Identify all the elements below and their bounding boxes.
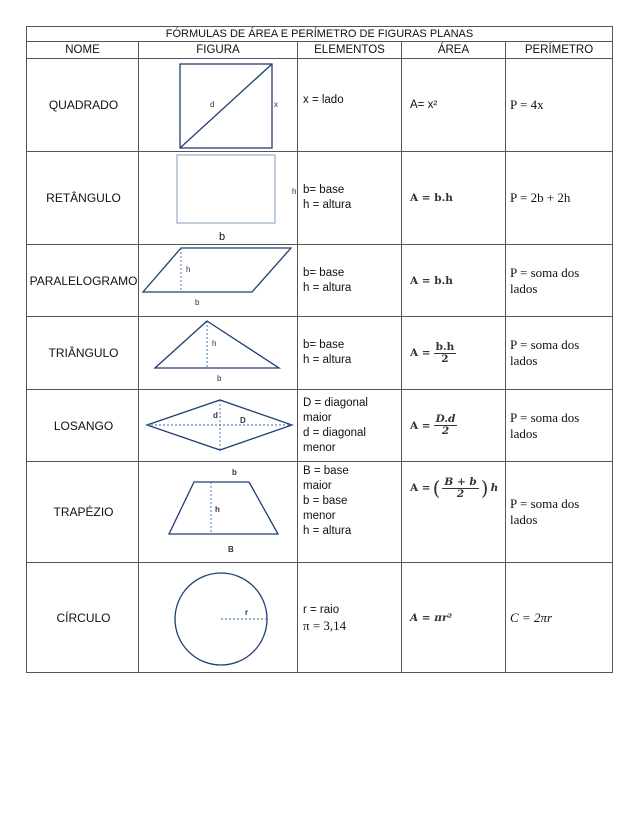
- element-line: r = raio: [303, 603, 340, 616]
- label-h: h: [212, 339, 217, 348]
- table-row: [27, 245, 613, 317]
- label-h: h: [215, 505, 220, 514]
- label-d: d: [213, 411, 218, 420]
- row-perimeter: [506, 59, 613, 152]
- row-area: [402, 245, 506, 317]
- label-b: b: [217, 374, 222, 383]
- area-formula: [410, 414, 457, 437]
- circle-figure: [139, 563, 298, 672]
- perimeter-line: P = 4x: [510, 97, 544, 112]
- row-elements: [298, 563, 402, 673]
- row-perimeter: [506, 462, 613, 563]
- area-denominator: 2: [456, 487, 465, 500]
- label-h: h: [186, 265, 191, 274]
- row-elements: [298, 245, 402, 317]
- element-line: π = 3,14: [303, 617, 347, 633]
- element-line: x = lado: [303, 94, 344, 106]
- element-line: maior: [303, 480, 332, 492]
- row-elements: [298, 390, 402, 462]
- row-name: PARALELOGRAMO: [27, 245, 139, 317]
- header-perimeter: PERÍMETRO: [506, 42, 613, 59]
- header-figure: FIGURA: [139, 42, 298, 59]
- row-perimeter: [506, 390, 613, 462]
- header-name: NOME: [27, 42, 139, 59]
- element-line: b = base: [303, 495, 348, 507]
- perimeter-line: P = soma dos: [510, 264, 580, 280]
- area-prefix: A =: [410, 482, 431, 494]
- row-area: [402, 390, 506, 462]
- perimeter-line: P = soma dos: [510, 409, 580, 425]
- label-d: d: [210, 100, 215, 109]
- area-fraction: [434, 414, 458, 437]
- row-elements: [298, 317, 402, 390]
- label-D: D: [240, 416, 246, 425]
- header-area: ÁREA: [402, 42, 506, 59]
- row-area: [402, 563, 506, 673]
- triangle-figure: [139, 317, 298, 389]
- element-line: b= base: [303, 266, 345, 279]
- label-b: b: [232, 468, 237, 477]
- perimeter-line: P = 2b + 2h: [510, 190, 571, 205]
- area-formula: A= x²: [410, 99, 438, 111]
- perimeter-line: P = soma dos: [510, 496, 580, 511]
- table-row: [27, 59, 613, 152]
- table-title: FÓRMULAS DE ÁREA E PERÍMETRO DE FIGURAS PLANAS: [27, 27, 613, 42]
- table-row: [27, 462, 613, 563]
- triangle-shape: [155, 321, 279, 368]
- table-row: [27, 563, 613, 673]
- header-elements: ELEMENTOS: [298, 42, 402, 59]
- table-row: [27, 152, 613, 245]
- row-name: RETÂNGULO: [27, 152, 139, 245]
- area-numerator: B + b: [444, 475, 477, 488]
- area-formula: [410, 476, 498, 500]
- area-denominator: 2: [441, 352, 449, 365]
- element-line: b= base: [303, 339, 345, 351]
- area-formula: A = b.h: [410, 192, 453, 204]
- area-numerator: D.d: [435, 413, 456, 425]
- row-area: [402, 462, 506, 563]
- row-name: LOSANGO: [27, 390, 139, 462]
- parallelogram-figure: [139, 245, 298, 316]
- area-fraction: [442, 477, 478, 500]
- trapezoid-shape: [169, 482, 278, 534]
- row-name: CÍRCULO: [27, 563, 139, 673]
- row-perimeter: [506, 563, 613, 673]
- table-row: [27, 390, 613, 462]
- label-h: h: [292, 187, 297, 196]
- element-line: b= base: [303, 184, 345, 196]
- row-name: TRIÂNGULO: [27, 317, 139, 390]
- area-formula: A = b.h: [410, 274, 453, 287]
- rhombus-figure: [139, 390, 298, 461]
- trapezoid-figure: [139, 462, 298, 562]
- area-denominator: 2: [441, 425, 450, 437]
- row-perimeter: [506, 245, 613, 317]
- figure-square: [139, 59, 298, 152]
- figure-parallelogram: [139, 245, 298, 317]
- row-perimeter: [506, 152, 613, 245]
- figure-triangle: [139, 317, 298, 390]
- element-line: D = diagonal: [303, 396, 368, 409]
- square-diagonal: [180, 64, 272, 148]
- rectangle-shape: [177, 155, 275, 223]
- label-x: x: [274, 100, 278, 109]
- figure-circle: [139, 563, 298, 673]
- figure-rectangle: [139, 152, 298, 245]
- row-area: [402, 152, 506, 245]
- area-prefix: A =: [410, 419, 431, 432]
- row-elements: [298, 59, 402, 152]
- area-numerator: b.h: [435, 340, 455, 353]
- row-perimeter: [506, 317, 613, 390]
- label-b: b: [219, 231, 226, 243]
- row-elements: [298, 152, 402, 245]
- table-row: [27, 317, 613, 390]
- element-line: B = base: [303, 465, 349, 477]
- element-line: menor: [303, 510, 336, 522]
- parallelogram-shape: [143, 248, 291, 292]
- perimeter-line: C = 2πr: [510, 609, 553, 625]
- perimeter-line: P = soma dos: [510, 337, 580, 352]
- perimeter-line: lados: [510, 512, 538, 527]
- perimeter-line: lados: [510, 280, 538, 296]
- label-B: B: [228, 545, 234, 554]
- perimeter-line: lados: [510, 425, 538, 441]
- area-fraction: [434, 342, 457, 365]
- area-formula: A = πr²: [410, 611, 453, 624]
- row-elements: [298, 462, 402, 563]
- row-name: TRAPÉZIO: [27, 462, 139, 563]
- area-suffix: h: [490, 482, 499, 494]
- perimeter-line: lados: [510, 353, 538, 368]
- element-line: h = altura: [303, 281, 352, 294]
- element-line: h = altura: [303, 525, 352, 537]
- rectangle-figure: [139, 152, 298, 244]
- figure-rhombus: [139, 390, 298, 462]
- label-r: r: [245, 608, 249, 617]
- row-name: QUADRADO: [27, 59, 139, 152]
- square-figure: [139, 59, 298, 151]
- paren-right: ): [480, 476, 489, 500]
- label-b: b: [195, 298, 200, 307]
- element-line: d = diagonal: [303, 426, 366, 439]
- element-line: h = altura: [303, 199, 352, 211]
- figure-trapezoid: [139, 462, 298, 563]
- element-line: h = altura: [303, 354, 352, 366]
- element-line: maior: [303, 411, 332, 424]
- paren-left: (: [432, 476, 441, 500]
- area-prefix: A =: [410, 347, 431, 359]
- element-line: menor: [303, 441, 336, 454]
- header-row: [27, 42, 613, 59]
- row-area: [402, 317, 506, 390]
- row-area: [402, 59, 506, 152]
- formulas-table: [26, 26, 613, 673]
- area-formula: [410, 342, 456, 365]
